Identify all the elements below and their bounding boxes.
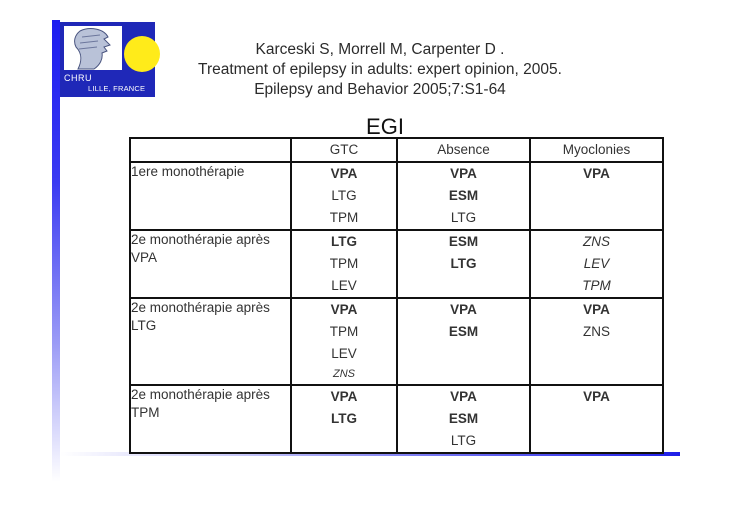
drug-entry: TPM <box>329 210 359 225</box>
cell-absence <box>397 230 530 298</box>
row-label: 2e monothérapie après LTG <box>130 298 291 385</box>
drug-entry: LTG <box>450 433 477 448</box>
treatment-table <box>129 137 664 454</box>
table-row <box>130 230 663 298</box>
drug-entry: LTG <box>331 234 357 249</box>
drug-entry: TPM <box>582 278 611 293</box>
logo-top-text: CHRU <box>64 73 92 83</box>
header-empty <box>130 138 291 162</box>
cell-gtc <box>291 298 397 385</box>
drug-entry: ESM <box>448 324 479 339</box>
drug-entry: LTG <box>331 188 357 203</box>
drug-entry: LTG <box>450 210 477 225</box>
cell-absence <box>397 162 530 230</box>
drug-entry: ESM <box>448 411 479 426</box>
drug-entry: ZNS <box>333 368 355 380</box>
row-label: 2e monothérapie après TPM <box>130 385 291 453</box>
sun-circle-icon <box>124 36 160 72</box>
drug-entry: LTG <box>331 411 357 426</box>
row-label: 2e monothérapie après VPA <box>130 230 291 298</box>
drug-entry: VPA <box>583 166 610 181</box>
cell-gtc <box>291 230 397 298</box>
cell-gtc <box>291 385 397 453</box>
cell-gtc <box>291 162 397 230</box>
header-absence: Absence <box>397 138 530 162</box>
cell-absence <box>397 385 530 453</box>
drug-entry: VPA <box>330 302 358 317</box>
table-body <box>130 162 663 453</box>
row-label: 1ere monothérapie <box>130 162 291 230</box>
citation-authors: Karceski S, Morrell M, Carpenter D . <box>255 41 505 58</box>
table-row <box>130 162 663 230</box>
citation-title: Treatment of epilepsy in adults: expert opinion, 2005. <box>198 61 562 78</box>
header-myoclonies: Myoclonies <box>530 138 663 162</box>
drug-entry: TPM <box>329 324 359 339</box>
drug-entry: LEV <box>331 278 357 293</box>
profile-face-icon <box>70 27 118 71</box>
drug-entry: ESM <box>448 188 479 203</box>
drug-entry: LTG <box>450 256 477 271</box>
table-row <box>130 298 663 385</box>
drug-entry: VPA <box>450 166 477 181</box>
drug-entry: LEV <box>331 346 357 361</box>
cell-absence <box>397 298 530 385</box>
citation-journal: Epilepsy and Behavior 2005;7:S1-64 <box>254 81 506 98</box>
cell-myoclonies <box>530 385 663 453</box>
header-gtc: GTC <box>291 138 397 162</box>
cell-myoclonies <box>530 230 663 298</box>
left-gradient-band <box>52 20 60 482</box>
drug-entry: VPA <box>583 302 610 317</box>
table-header-row <box>130 138 663 162</box>
drug-entry: ZNS <box>583 324 610 339</box>
drug-entry: LEV <box>583 256 610 271</box>
citation <box>160 40 600 100</box>
drug-entry: VPA <box>583 389 610 404</box>
drug-entry: VPA <box>330 166 358 181</box>
table-row <box>130 385 663 453</box>
drug-entry: VPA <box>330 389 358 404</box>
drug-entry: TPM <box>329 256 359 271</box>
drug-entry: VPA <box>450 389 477 404</box>
cell-myoclonies <box>530 162 663 230</box>
slide-title: EGI <box>366 114 404 139</box>
drug-entry: ESM <box>448 234 479 249</box>
cell-myoclonies <box>530 298 663 385</box>
logo-city-text: LILLE, FRANCE <box>88 84 146 93</box>
drug-entry: VPA <box>450 302 477 317</box>
drug-entry: ZNS <box>583 234 610 249</box>
